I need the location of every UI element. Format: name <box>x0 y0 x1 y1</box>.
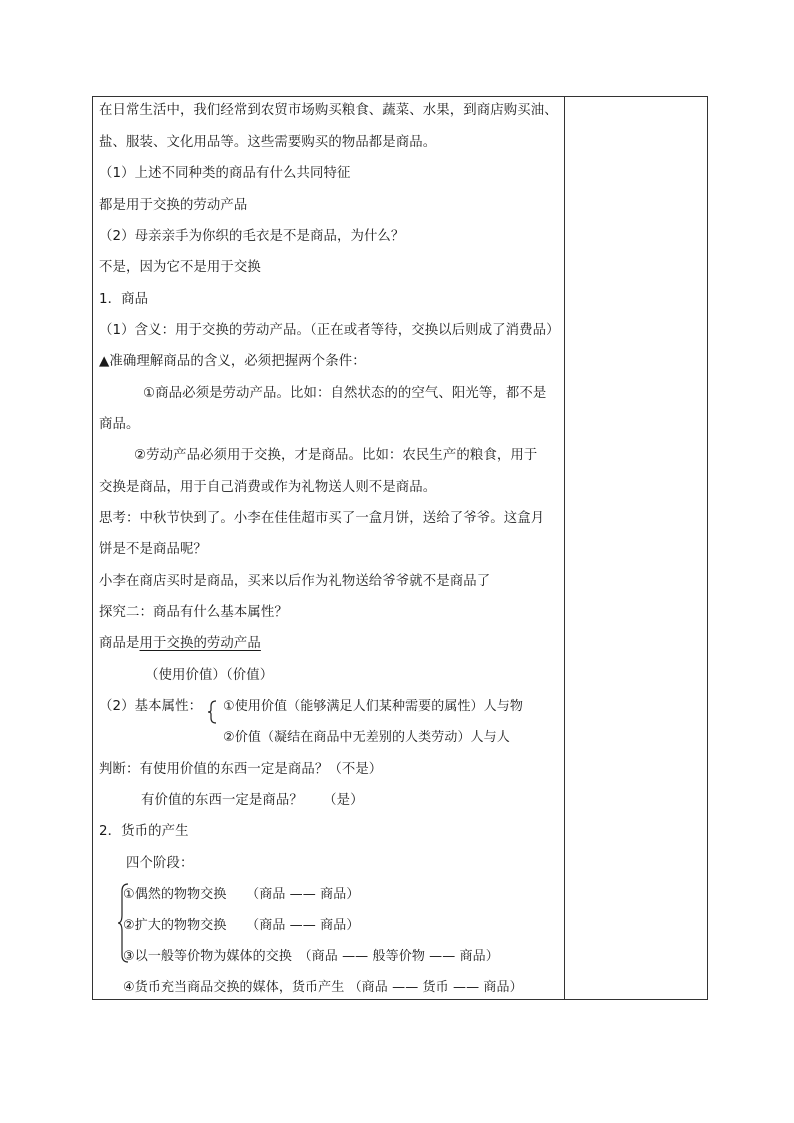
condition-1: ①商品必须是劳动产品。比如：自然状态的的空气、阳光等，都不是 <box>143 386 547 401</box>
value-attribute: ②价值（凝结在商品中无差别的人类劳动）人与人 <box>223 730 510 745</box>
answer-1: 都是用于交换的劳动产品 <box>99 198 248 213</box>
question-1: （1）上述不同种类的商品有什么共同特征 <box>99 166 351 181</box>
judge-question-2: 有价值的东西一定是商品？ （是） <box>141 793 364 808</box>
stage-4: ④货币充当商品交换的媒体，货币产生 （商品 —— 货币 —— 商品） <box>123 980 523 995</box>
use-value-attribute: ①使用价值（能够满足人们某种需要的属性）人与物 <box>223 699 523 714</box>
four-stages-label: 四个阶段： <box>126 856 194 871</box>
stage-2: ②扩大的物物交换 （商品 —— 商品） <box>123 918 360 933</box>
explore-two-heading: 探究二：商品有什么基本属性？ <box>99 605 288 620</box>
document-table <box>92 96 708 1000</box>
answer-2: 不是，因为它不是用于交换 <box>99 260 261 275</box>
think-answer: 小李在商店买时是商品，买来以后作为礼物送给爷爷就不是商品了 <box>99 574 491 589</box>
condition-2: ②劳动产品必须用于交换，才是商品。比如：农民生产的粮食，用于 <box>134 448 538 463</box>
question-2: （2）母亲亲手为你织的毛衣是不是商品，为什么？ <box>99 229 405 244</box>
intro-line-2: 盐、服装、文化用品等。这些需要购买的物品都是商品。 <box>99 135 437 150</box>
attribute-labels: （使用价值）（价值） <box>145 668 274 683</box>
condition-1-cont: 商品。 <box>99 417 140 432</box>
commodity-statement-prefix: 商品是 <box>99 636 140 651</box>
stage-3: ③以一般等价物为媒体的交换 （商品 —— 般等价物 —— 商品） <box>123 949 499 964</box>
left-brace-icon <box>207 700 217 724</box>
commodity-statement-underlined: 用于交换的劳动产品 <box>139 636 261 651</box>
notes-cell <box>565 97 707 999</box>
basic-attributes-label: （2）基本属性： <box>99 699 203 714</box>
judge-question-1: 判断：有使用价值的东西一定是商品？（不是） <box>99 762 383 777</box>
commodity-definition: （1）含义：用于交换的劳动产品。（正在或者等待，交换以后则成了消费品） <box>99 323 560 338</box>
stage-1: ①偶然的物物交换 （商品 —— 商品） <box>123 887 360 902</box>
intro-line-1: 在日常生活中，我们经常到农贸市场购买粮食、蔬菜、水果，到商店购买油、 <box>99 103 558 118</box>
commodity-statement <box>99 635 261 653</box>
key-point-note: ▲准确理解商品的含义，必须把握两个条件： <box>99 354 366 369</box>
condition-2-cont: 交换是商品，用于自己消费或作为礼物送人则不是商品。 <box>99 480 437 495</box>
section-heading-currency: 2．货币的产生 <box>99 824 189 839</box>
section-heading-commodity: 1．商品 <box>99 292 149 307</box>
think-question-cont: 饼是不是商品呢？ <box>99 542 207 557</box>
think-question: 思考：中秋节快到了。小李在佳佳超市买了一盒月饼，送给了爷爷。这盒月 <box>99 511 545 526</box>
